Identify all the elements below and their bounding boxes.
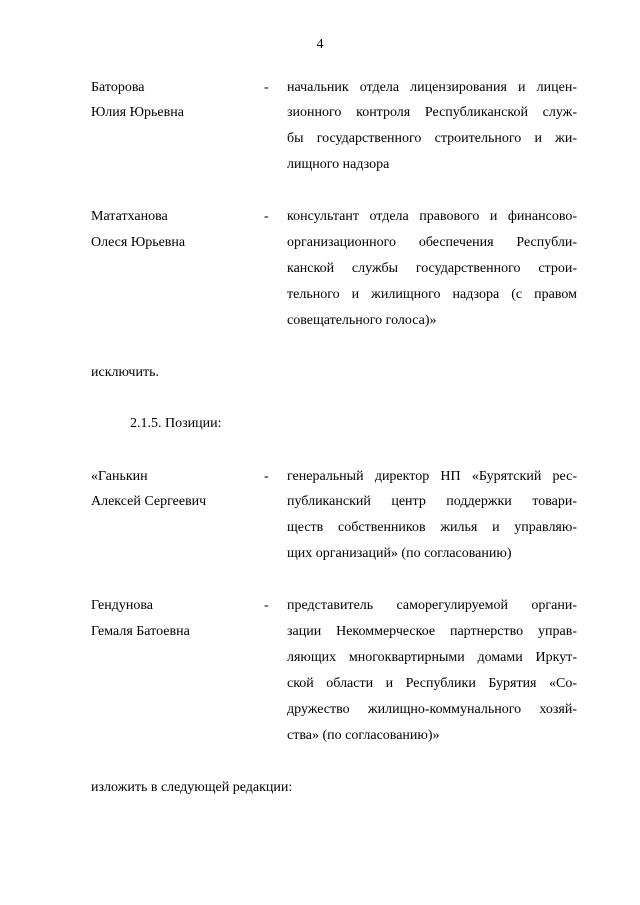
member-surname: Гендунова <box>91 598 153 613</box>
member-surname: Баторова <box>91 80 145 95</box>
member-description-line: представитель саморегулируемой органи- <box>287 598 577 613</box>
member-description-line: зации Некоммерческое партнерство управ- <box>287 624 577 639</box>
member-surname: «Ганькин <box>91 469 148 484</box>
member-description-line: ства» (по согласованию)» <box>287 728 440 743</box>
member-given-names: Гемаля Батоевна <box>91 624 190 639</box>
member-description-line: тельного и жилищного надзора (с правом <box>287 287 577 302</box>
page-number: 4 <box>316 37 324 52</box>
member-description-line: бы государственного строительного и жи- <box>287 131 577 146</box>
dash-separator: - <box>264 598 269 613</box>
member-description-line: канской службы государственного строи- <box>287 261 577 276</box>
dash-separator: - <box>264 80 269 95</box>
member-description-line: ской области и Республики Бурятия «Со- <box>287 676 577 691</box>
member-description-line: зионного контроля Республиканской служ- <box>287 105 577 120</box>
member-description-line: ляющих многоквартирными домами Иркут- <box>287 650 577 665</box>
member-given-names: Алексей Сергеевич <box>91 494 207 509</box>
member-given-names: Юлия Юрьевна <box>91 105 184 120</box>
member-description-line: организационного обеспечения Республи- <box>287 235 577 250</box>
member-description-line: дружество жилищно-коммунального хозяй- <box>287 702 577 717</box>
member-description-line: совещательного голоса)» <box>287 313 437 328</box>
exclude-paragraph: исключить. <box>91 365 159 380</box>
section-heading: 2.1.5. Позиции: <box>130 416 222 431</box>
member-given-names: Олеся Юрьевна <box>91 235 186 250</box>
dash-separator: - <box>264 209 269 224</box>
closing-paragraph: изложить в следующей редакции: <box>91 780 293 795</box>
member-surname: Мататханова <box>91 209 168 224</box>
member-description-line: публиканский центр поддержки товари- <box>287 494 577 509</box>
member-description-line: консультант отдела правового и финансово- <box>287 209 577 224</box>
member-description-line: ществ собственников жилья и управляю- <box>287 520 577 535</box>
member-description-line: начальник отдела лицензирования и лицен- <box>287 80 577 95</box>
member-description-line: генеральный директор НП «Бурятский рес- <box>287 469 577 484</box>
dash-separator: - <box>264 469 269 484</box>
member-description-line: щих организаций» (по согласованию) <box>287 546 512 561</box>
member-description-line: лищного надзора <box>287 157 390 172</box>
